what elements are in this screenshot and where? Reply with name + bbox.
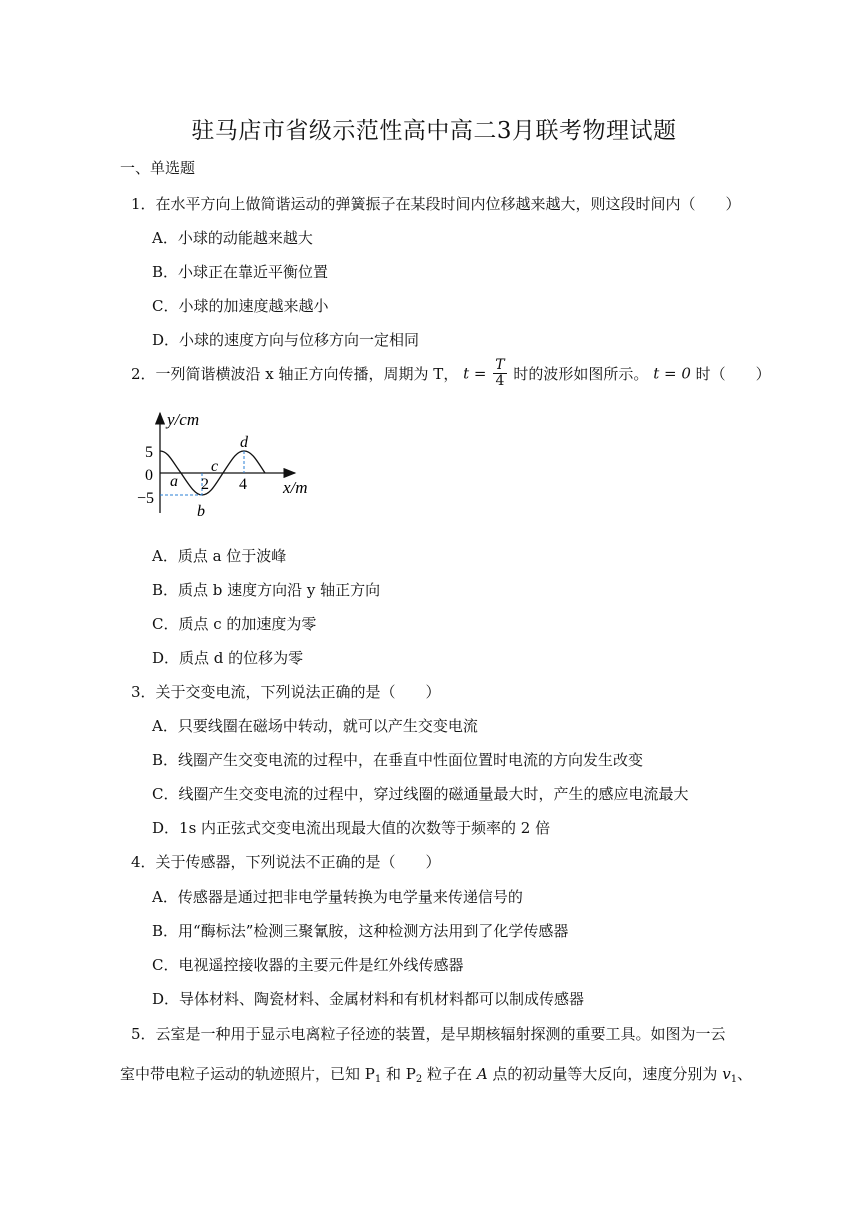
x-tick-2: 2 [201,476,209,493]
question-2-option-d: D．质点 d 的位移为零 [152,649,304,667]
q5-velocity-symbol: v [722,1065,731,1083]
point-b-label: b [197,503,205,520]
question-3-option-d: D．1s 内正弦式交变电流出现最大值的次数等于频率的 2 倍 [152,819,551,837]
question-2-option-a: A．质点 a 位于波峰 [152,547,287,565]
question-2-fraction [493,358,506,389]
question-1-option-b: B．小球正在靠近平衡位置 [152,263,329,281]
question-4-option-d: D．导体材料、陶瓷材料、金属材料和有机材料都可以制成传感器 [152,990,585,1008]
y-tick-5: 5 [145,444,153,461]
x-axis-label: x/m [283,478,308,497]
question-1-option-d: D．小球的速度方向与位移方向一定相同 [152,331,420,349]
wave-figure [135,405,325,525]
question-2-option-b: B．质点 b 速度方向沿 y 轴正方向 [152,581,381,599]
point-d-label: d [240,434,248,451]
question-2-time-variable: t [463,364,470,383]
question-1-stem: 1．在水平方向上做简谐运动的弹簧振子在某段时间内位移越来越大，则这段时间内（ ） [131,195,741,213]
q5-point-a: A [476,1065,488,1083]
question-5-line-2 [120,1063,752,1085]
question-4-option-a: A．传感器是通过把非电学量转换为电学量来传递信号的 [152,888,523,906]
q5-text-5: 、 [737,1065,753,1083]
q5-sub-2: 2 [415,1074,423,1085]
q5-sub-1: 1 [374,1074,382,1085]
page-title: 驻马店市省级示范性高中高二3月联考物理试题 [191,118,677,144]
section-heading: 一、单选题 [120,159,196,177]
q5-text-2: 和 P [381,1065,416,1083]
fraction-denominator: 4 [495,373,505,389]
question-1-option-c: C．小球的加速度越来越小 [152,297,329,315]
y-axis-label [165,410,199,429]
question-3-option-b: B．线圈产生交变电流的过程中，在垂直中性面位置时电流的方向发生改变 [152,751,644,769]
point-c-label: c [211,458,219,475]
question-2-stem [131,358,771,389]
q5-velocity-sub: 1 [730,1074,738,1085]
y-tick-0: 0 [145,467,153,484]
y-axis-label-text: y/cm [167,410,200,429]
question-5-line-1: 5．云室是一种用于显示电离粒子径迹的装置，是早期核辐射探测的重要工具。如图为一云 [131,1025,726,1043]
fraction-numerator: T [495,357,505,373]
question-2-option-c: C．质点 c 的加速度为零 [152,615,317,633]
question-3-option-a: A．只要线圈在磁场中转动，就可以产生交变电流 [152,717,478,735]
question-3-stem: 3．关于交变电流，下列说法正确的是（ ） [131,683,441,701]
question-2-equals: = [473,364,487,383]
question-4-stem: 4．关于传感器，下列说法不正确的是（ ） [131,853,441,871]
q5-text-3: 粒子在 [422,1065,477,1083]
q5-text-1: 室中带电粒子运动的轨迹照片，已知 P [120,1065,375,1083]
question-1-option-a: A．小球的动能越来越大 [152,229,313,247]
question-2-stem-part2: 时的波形如图所示。 [513,365,649,383]
y-tick-neg5: −5 [137,490,155,507]
x-tick-4: 4 [239,476,247,493]
question-2-stem-part1: 2．一列简谐横波沿 x 轴正方向传播，周期为 T， [131,365,459,383]
question-2-t-zero: t = 0 [653,364,691,383]
question-4-option-b: B．用“酶标法”检测三聚氰胺，这种检测方法用到了化学传感器 [152,922,569,940]
question-2-stem-part3: 时（ ） [695,365,771,383]
question-4-option-c: C．电视遥控接收器的主要元件是红外线传感器 [152,956,464,974]
point-a-label: a [170,473,178,490]
q5-text-4: 点的初动量等大反向，速度分别为 [487,1065,723,1083]
question-3-option-c: C．线圈产生交变电流的过程中，穿过线圈的磁通量最大时，产生的感应电流最大 [152,785,689,803]
